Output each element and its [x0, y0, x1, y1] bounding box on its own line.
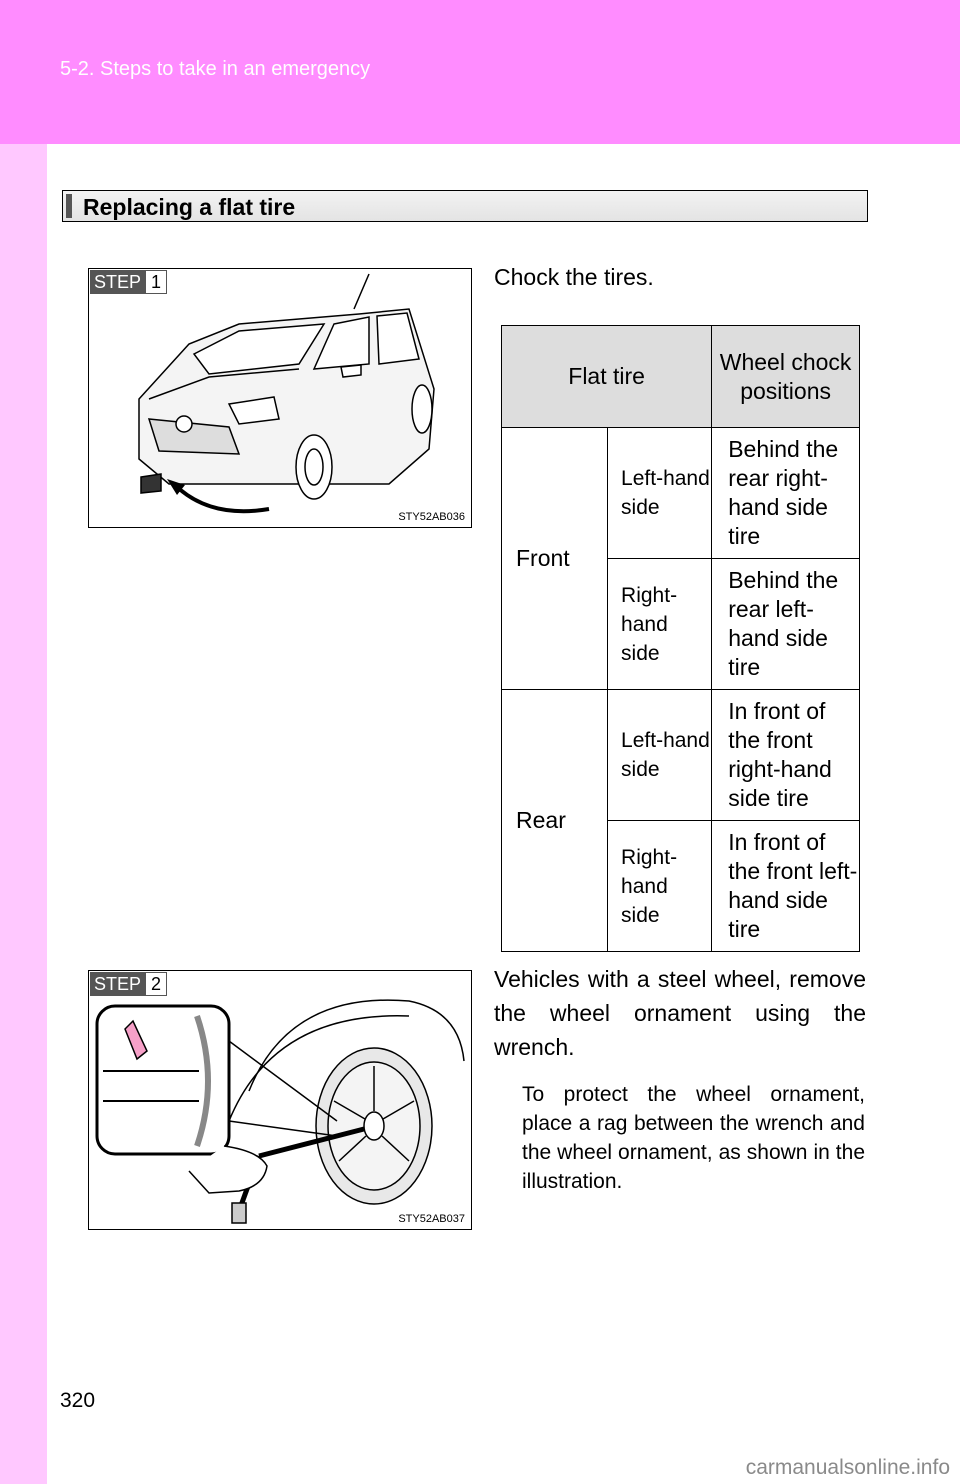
row-chock: In front of the front left-hand side tire — [712, 821, 860, 952]
car-chock-illustration — [89, 269, 471, 527]
row-chock: In front of the front right-hand side tire — [712, 690, 860, 821]
row-side: Left-hand side — [608, 690, 712, 821]
figure-code: STY52AB037 — [398, 1213, 465, 1225]
row-chock: Behind the rear left-hand side tire — [712, 559, 860, 690]
page-number: 320 — [60, 1389, 96, 1412]
step-number: 1 — [145, 270, 167, 294]
row-position-front: Front — [502, 428, 608, 690]
step2-text: Vehicles with a steel wheel, remove the wheel ornament using the wrench. — [494, 966, 866, 1060]
step-number: 2 — [145, 972, 167, 996]
row-position-rear: Rear — [502, 690, 608, 952]
section-title-bar — [62, 190, 868, 222]
side-band — [0, 144, 47, 1484]
step1-figure — [88, 268, 472, 528]
step2-badge — [90, 972, 167, 996]
step1-badge — [90, 270, 167, 294]
table-row — [502, 428, 860, 559]
row-side: Right-hand side — [608, 821, 712, 952]
step1-text: Chock the tires. — [494, 264, 654, 290]
step-word: STEP — [90, 270, 145, 294]
step-word: STEP — [90, 972, 145, 996]
row-chock: Behind the rear right-hand side tire — [712, 428, 860, 559]
watermark: carmanualsonline.info — [745, 1456, 950, 1479]
wheel-chock-table — [501, 325, 860, 952]
table-row — [502, 690, 860, 821]
header-flat-tire: Flat tire — [502, 326, 712, 428]
figure-code: STY52AB036 — [398, 511, 465, 523]
header-chock-positions: Wheel chock positions — [712, 326, 860, 428]
wheel-ornament-illustration — [89, 971, 471, 1229]
step2-figure — [88, 970, 472, 1230]
step2-note: To protect the wheel ornament, place a rag between the wrench and the wheel ornament, as shown in the illustration. — [522, 1083, 865, 1193]
row-side: Left-hand side — [608, 428, 712, 559]
section-title: Replacing a flat tire — [83, 194, 296, 220]
table-header-row — [502, 326, 860, 428]
row-side: Right-hand side — [608, 559, 712, 690]
section-label: 5-2. Steps to take in an emergency — [60, 58, 371, 80]
